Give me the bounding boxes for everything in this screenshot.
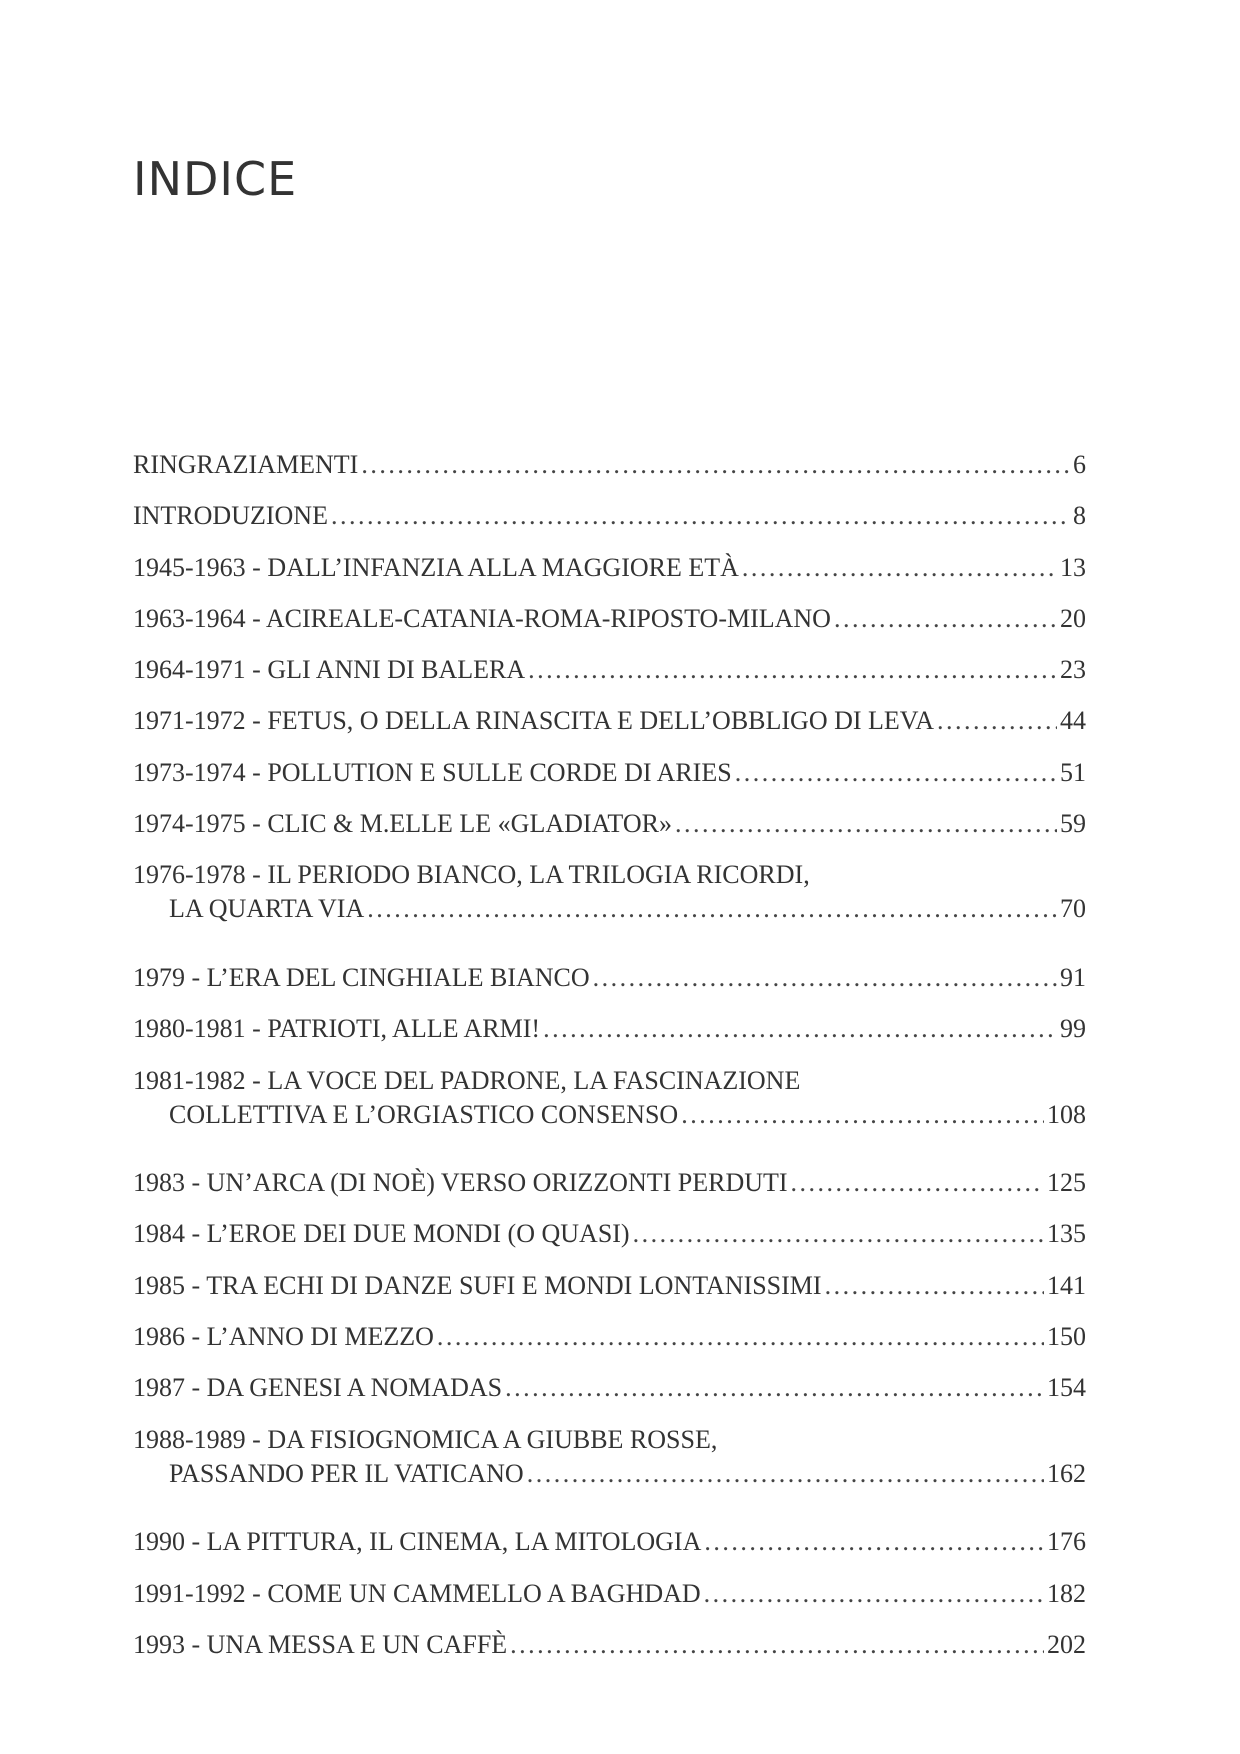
toc-entry-title: 1987 - DA GENESI A NOMADAS bbox=[133, 1373, 503, 1403]
toc-entry-page: 125 bbox=[1047, 1168, 1086, 1198]
toc-entry-page: 44 bbox=[1060, 706, 1086, 736]
dot-leader bbox=[825, 1269, 1044, 1303]
dot-leader bbox=[505, 1371, 1044, 1405]
toc-entry-page: 8 bbox=[1073, 501, 1086, 531]
dot-leader bbox=[704, 1577, 1044, 1611]
toc-entry-page: 51 bbox=[1060, 757, 1086, 787]
toc-entry-title: 1976-1978 - IL PERIODO BIANCO, LA TRILOGIA RICORDI, bbox=[133, 860, 810, 890]
toc-entry[interactable] bbox=[133, 1166, 1086, 1217]
toc-entry-page: 162 bbox=[1047, 1458, 1086, 1488]
dot-leader bbox=[437, 1320, 1044, 1354]
toc-entry[interactable] bbox=[133, 1628, 1086, 1679]
toc-entry-page: 150 bbox=[1047, 1322, 1086, 1352]
toc-entry-title: 1984 - L’EROE DEI DUE MONDI (O QUASI) bbox=[133, 1219, 630, 1249]
dot-leader bbox=[834, 602, 1057, 636]
dot-leader bbox=[528, 653, 1057, 687]
toc-entry-page: 70 bbox=[1060, 894, 1086, 924]
toc-entry-page: 182 bbox=[1047, 1578, 1086, 1608]
toc-entry-title: 1985 - TRA ECHI DI DANZE SUFI E MONDI LONTANISSIMI bbox=[133, 1270, 822, 1300]
toc-entry-title: 1980-1981 - PATRIOTI, ALLE ARMI! bbox=[133, 1014, 541, 1044]
toc-entry-title: 1945-1963 - DALL’INFANZIA ALLA MAGGIORE ETÀ bbox=[133, 552, 739, 582]
toc-entry[interactable] bbox=[133, 1012, 1086, 1063]
dot-leader bbox=[633, 1217, 1044, 1251]
toc-entry-page: 202 bbox=[1047, 1629, 1086, 1659]
dot-leader bbox=[704, 1525, 1044, 1559]
dot-leader bbox=[510, 1628, 1044, 1662]
toc-entry-title: 1993 - UNA MESSA E UN CAFFÈ bbox=[133, 1629, 508, 1659]
dot-leader bbox=[367, 892, 1057, 926]
toc-entry-title: 1963-1964 - ACIREALE-CATANIA-ROMA-RIPOSTO-MILANO bbox=[133, 603, 831, 633]
toc-entry-title: 1964-1971 - GLI ANNI DI BALERA bbox=[133, 655, 526, 685]
toc-entry[interactable] bbox=[133, 1064, 1086, 1167]
toc-entry-title: 1971-1972 - FETUS, O DELLA RINASCITA E DELL’OBBLIGO DI LEVA bbox=[133, 706, 934, 736]
toc-entry[interactable] bbox=[133, 653, 1086, 704]
toc-entry[interactable] bbox=[133, 1371, 1086, 1422]
toc-entry-page: 141 bbox=[1047, 1270, 1086, 1300]
dot-leader bbox=[742, 551, 1057, 585]
toc-entry[interactable] bbox=[133, 1320, 1086, 1371]
toc-entry-page: 23 bbox=[1060, 655, 1086, 685]
toc-entry[interactable] bbox=[133, 551, 1086, 602]
toc-entry-page: 135 bbox=[1047, 1219, 1086, 1249]
toc-entry[interactable] bbox=[133, 807, 1086, 858]
toc-entry-title-continued: PASSANDO PER IL VATICANO bbox=[169, 1458, 524, 1488]
toc-entry-page: 20 bbox=[1060, 603, 1086, 633]
toc-entry-title: 1973-1974 - POLLUTION E SULLE CORDE DI ARIES bbox=[133, 757, 732, 787]
toc-entry[interactable] bbox=[133, 602, 1086, 653]
toc-entry[interactable] bbox=[133, 1217, 1086, 1268]
toc-entry-title: 1990 - LA PITTURA, IL CINEMA, LA MITOLOGIA bbox=[133, 1527, 702, 1557]
toc-entry-title-continued: COLLETTIVA E L’ORGIASTICO CONSENSO bbox=[169, 1099, 679, 1129]
toc-entry-title: 1979 - L’ERA DEL CINGHIALE BIANCO bbox=[133, 962, 590, 992]
toc-entry-title: 1986 - L’ANNO DI MEZZO bbox=[133, 1322, 434, 1352]
dot-leader bbox=[675, 807, 1057, 841]
toc-entry-title: RINGRAZIAMENTI bbox=[133, 450, 359, 479]
toc-entry[interactable] bbox=[133, 1269, 1086, 1320]
toc-entry-page: 99 bbox=[1060, 1014, 1086, 1044]
dot-leader bbox=[593, 961, 1057, 995]
toc-entry[interactable] bbox=[133, 1423, 1086, 1526]
toc-entry[interactable] bbox=[133, 448, 1086, 499]
dot-leader bbox=[937, 704, 1057, 738]
toc-entry[interactable] bbox=[133, 1525, 1086, 1576]
toc-entry-page: 13 bbox=[1060, 552, 1086, 582]
toc-entry[interactable] bbox=[133, 704, 1086, 755]
dot-leader bbox=[543, 1012, 1057, 1046]
dot-leader bbox=[527, 1457, 1044, 1491]
toc-entry-title: 1981-1982 - LA VOCE DEL PADRONE, LA FASCINAZIONE bbox=[133, 1065, 801, 1095]
toc-entry-title: 1983 - UN’ARCA (DI NOÈ) VERSO ORIZZONTI PERDUTI bbox=[133, 1168, 788, 1198]
toc-entry-page: 91 bbox=[1060, 962, 1086, 992]
toc-entry-title: INTRODUZIONE bbox=[133, 501, 328, 531]
toc-entry-title-continued: LA QUARTA VIA bbox=[169, 894, 365, 924]
page-title: INDICE bbox=[133, 152, 298, 206]
dot-leader bbox=[361, 448, 1070, 482]
toc-entry-title: 1991-1992 - COME UN CAMMELLO A BAGHDAD bbox=[133, 1578, 701, 1608]
toc-entry-title: 1988-1989 - DA FISIOGNOMICA A GIUBBE ROSSE, bbox=[133, 1424, 718, 1454]
toc-entry-page: 176 bbox=[1047, 1527, 1086, 1557]
dot-leader bbox=[735, 756, 1057, 790]
toc-entry-title: 1974-1975 - CLIC & M.ELLE LE «GLADIATOR» bbox=[133, 809, 672, 839]
toc-entry-page: 154 bbox=[1047, 1373, 1086, 1403]
toc-entry[interactable] bbox=[133, 1577, 1086, 1628]
dot-leader bbox=[681, 1098, 1044, 1132]
toc-entry-page: 6 bbox=[1073, 450, 1086, 479]
toc-entry-page: 59 bbox=[1060, 809, 1086, 839]
toc-entry-page: 108 bbox=[1047, 1099, 1086, 1129]
dot-leader bbox=[791, 1166, 1044, 1200]
table-of-contents bbox=[133, 448, 1086, 1679]
toc-entry[interactable] bbox=[133, 756, 1086, 807]
toc-entry[interactable] bbox=[133, 961, 1086, 1012]
dot-leader bbox=[331, 499, 1070, 533]
toc-entry[interactable] bbox=[133, 499, 1086, 550]
toc-entry[interactable] bbox=[133, 858, 1086, 961]
